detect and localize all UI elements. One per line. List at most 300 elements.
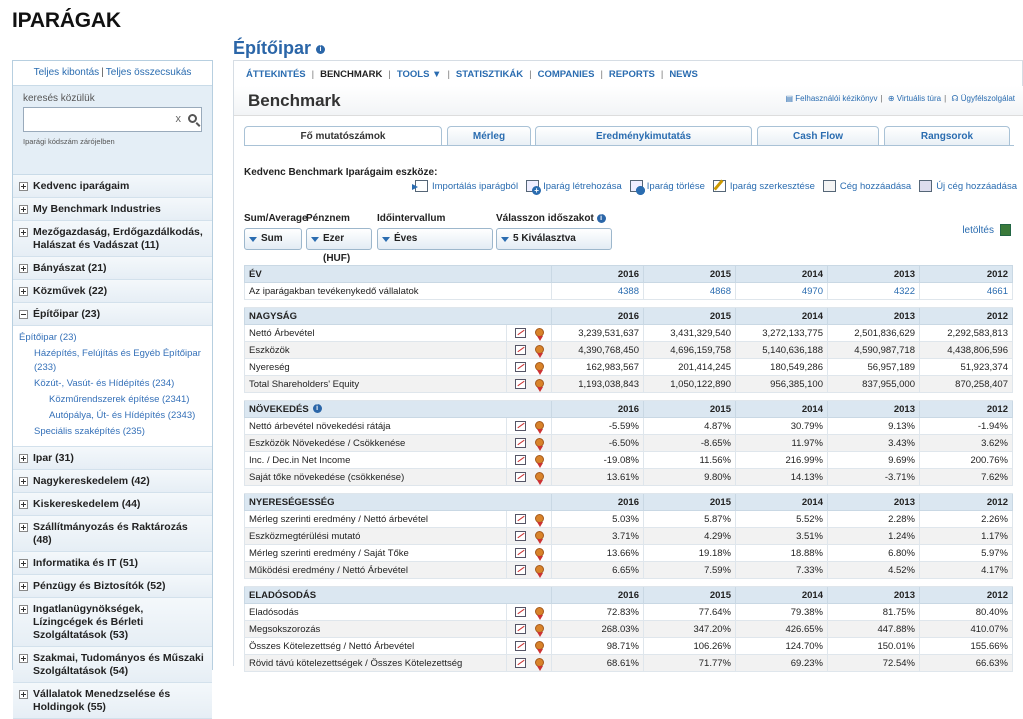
add-industry-icon	[526, 180, 539, 192]
nav-separator: |	[600, 69, 603, 80]
favorite-tool-label: Iparág szerkesztése	[729, 181, 815, 192]
agg-select[interactable]: Sum	[244, 228, 302, 250]
nav-separator: |	[529, 69, 532, 80]
chart-icon[interactable]	[515, 455, 526, 465]
table-cell: 4,390,768,450	[552, 342, 644, 359]
table-cell: 837,955,000	[828, 376, 920, 393]
ranking-icon[interactable]	[535, 455, 544, 464]
nav-item[interactable]: BENCHMARK	[320, 69, 383, 80]
row-label: Total Shareholders' Equity	[245, 376, 507, 393]
year-header: 2015	[644, 494, 736, 511]
table-cell: 3,431,329,540	[644, 325, 736, 342]
table-cell: 2,292,583,813	[920, 325, 1013, 342]
company-count-link[interactable]: 4868	[644, 283, 736, 300]
row-icons	[507, 545, 552, 562]
row-label: Inc. / Dec.in Net Income	[245, 452, 507, 469]
favorite-tool[interactable]	[630, 180, 705, 192]
nav-item[interactable]: REPORTS	[608, 69, 655, 80]
table-row	[245, 283, 1013, 300]
table-row	[245, 452, 1013, 469]
category-label: Bányászat (21)	[33, 262, 107, 274]
chart-icon[interactable]	[515, 565, 526, 575]
support-link[interactable]: Ügyfélszolgálat	[960, 94, 1015, 103]
subtree-item[interactable]: Házépítés, Felújítás és Egyéb Építőipar (233)	[34, 348, 201, 373]
row-icons	[507, 435, 552, 452]
chart-icon[interactable]	[515, 514, 526, 524]
table-cell: 4.87%	[644, 418, 736, 435]
plus-box-icon[interactable]	[19, 454, 28, 463]
company-count-link[interactable]: 4661	[920, 283, 1013, 300]
row-label: Eszközök Növekedése / Csökkenése	[245, 435, 507, 452]
periods-select[interactable]: 5 Kiválasztva	[496, 228, 612, 250]
sidebar-category[interactable]	[13, 447, 212, 470]
new-company-icon	[919, 180, 932, 192]
currency-select[interactable]: Ezer (HUF)	[306, 228, 372, 250]
table-row	[245, 359, 1013, 376]
table-cell: 9.80%	[644, 469, 736, 486]
section-title	[245, 266, 552, 283]
subtree-item[interactable]: Autópálya, Út- és Hídépítés (2343)	[49, 410, 196, 421]
table-cell: 180,549,286	[736, 359, 828, 376]
section-header-row	[245, 308, 1013, 325]
table-cell: 5.03%	[552, 511, 644, 528]
year-header: 2016	[552, 266, 644, 283]
sidebar-category[interactable]	[13, 493, 212, 516]
chart-icon[interactable]	[515, 607, 526, 617]
info-icon[interactable]: i	[313, 404, 322, 413]
search-hint: Iparági kódszám zárójelben	[23, 137, 115, 146]
sidebar-category[interactable]	[13, 575, 212, 598]
collapse-all-link[interactable]: Teljes összecsukás	[105, 67, 192, 78]
row-icons	[507, 452, 552, 469]
chart-icon[interactable]	[515, 658, 526, 668]
construction-subtree	[13, 326, 212, 447]
sidebar-expand-links: Teljes kibontás | Teljes összecsukás	[13, 61, 212, 86]
row-label: Saját tőke növekedése (csökkenése)	[245, 469, 507, 486]
chart-icon[interactable]	[515, 379, 526, 389]
table-cell: 2.28%	[828, 511, 920, 528]
row-label: Az iparágakban tevékenykedő vállalatok	[245, 283, 552, 300]
ranking-icon[interactable]	[535, 624, 544, 633]
sidebar-search	[13, 86, 212, 175]
section-title-text: NYERESÉGESSÉG	[249, 496, 335, 508]
section-title	[245, 587, 552, 604]
tab-divider	[244, 145, 1014, 146]
row-icons	[507, 621, 552, 638]
benchmark-table	[244, 265, 1013, 672]
year-header: 2014	[736, 266, 828, 283]
sidebar-category[interactable]	[13, 221, 212, 257]
chart-icon[interactable]	[515, 641, 526, 651]
nav-item[interactable]: ÁTTEKINTÉS	[246, 69, 306, 80]
row-label: Eszközök	[245, 342, 507, 359]
table-cell: 4.17%	[920, 562, 1013, 579]
favorite-tool-label: Importálás iparágból	[431, 181, 519, 192]
row-icons	[507, 325, 552, 342]
table-cell: 106.26%	[644, 638, 736, 655]
table-cell: -8.65%	[644, 435, 736, 452]
row-label: Mérleg szerinti eredmény / Nettó árbevétel	[245, 511, 507, 528]
ranking-icon[interactable]	[535, 328, 544, 337]
help-tools: ▤ Felhasználói kézikönyv | ⊕ Virtuális túra | ☊ Ügyfélszolgálat	[785, 94, 1015, 103]
row-icons	[507, 376, 552, 393]
year-header: 2015	[644, 266, 736, 283]
category-label: Nagykereskedelem (42)	[33, 475, 150, 487]
table-cell: 72.83%	[552, 604, 644, 621]
tab[interactable]: Rangsorok	[884, 126, 1010, 146]
table-row	[245, 376, 1013, 393]
chart-icon[interactable]	[515, 624, 526, 634]
benchmark-tabs	[244, 126, 1014, 146]
table-cell: 18.88%	[736, 545, 828, 562]
ranking-icon[interactable]	[535, 565, 544, 574]
year-header: 2015	[644, 401, 736, 418]
row-icons	[507, 469, 552, 486]
section-header-row	[245, 266, 1013, 283]
sidebar-category[interactable]	[13, 598, 212, 647]
table-cell: 30.79%	[736, 418, 828, 435]
table-row	[245, 511, 1013, 528]
table-cell: 956,385,100	[736, 376, 828, 393]
category-label: Közművek (22)	[33, 285, 108, 297]
subtree-item[interactable]: Közút-, Vasút- és Hídépítés (234)	[34, 378, 175, 389]
favorite-tools-label: Kedvenc Benchmark Iparágaim eszköze:	[244, 167, 438, 178]
table-cell: 56,957,189	[828, 359, 920, 376]
search-box	[23, 107, 202, 132]
ranking-icon[interactable]	[535, 514, 544, 523]
ranking-icon[interactable]	[535, 531, 544, 540]
section-title-text: ÉV	[249, 268, 262, 280]
headset-icon: ☊	[951, 94, 959, 103]
chart-icon[interactable]	[515, 548, 526, 558]
table-cell: 347.20%	[644, 621, 736, 638]
nav-item[interactable]: TOOLS ▼	[396, 69, 442, 80]
year-header: 2013	[828, 494, 920, 511]
row-icons	[507, 418, 552, 435]
chart-icon[interactable]	[515, 472, 526, 482]
row-icons	[507, 655, 552, 672]
table-cell: 13.61%	[552, 469, 644, 486]
chart-icon[interactable]	[515, 362, 526, 372]
search-input[interactable]	[24, 108, 174, 131]
table-cell: 1,193,038,843	[552, 376, 644, 393]
favorite-tool[interactable]	[713, 180, 815, 192]
nav-separator: |	[311, 69, 315, 80]
currency-filter	[306, 213, 372, 264]
table-row	[245, 528, 1013, 545]
subtree-item[interactable]: Közműrendszerek építése (2341)	[49, 394, 190, 405]
table-cell: 200.76%	[920, 452, 1013, 469]
filters	[244, 213, 1014, 264]
ranking-icon[interactable]	[535, 658, 544, 667]
sidebar-category[interactable]	[13, 175, 212, 198]
ranking-icon[interactable]	[535, 421, 544, 430]
table-cell: -6.50%	[552, 435, 644, 452]
table-cell: 410.07%	[920, 621, 1013, 638]
year-header: 2013	[828, 266, 920, 283]
table-cell: 150.01%	[828, 638, 920, 655]
table-cell: 5.87%	[644, 511, 736, 528]
row-label: Nyereség	[245, 359, 507, 376]
nav-item[interactable]: NEWS	[669, 69, 698, 80]
tab[interactable]: Mérleg	[447, 126, 531, 146]
section-title	[245, 401, 552, 418]
sidebar-category[interactable]	[13, 280, 212, 303]
clear-search-button[interactable]: x	[175, 113, 181, 125]
table-cell: 80.40%	[920, 604, 1013, 621]
plus-box-icon[interactable]	[19, 182, 28, 191]
import-icon	[415, 180, 428, 192]
nav-item[interactable]: COMPANIES	[537, 69, 595, 80]
row-label: Nettó árbevétel növekedési rátája	[245, 418, 507, 435]
excel-icon	[1000, 224, 1011, 236]
table-cell: 4,590,987,718	[828, 342, 920, 359]
plus-box-icon[interactable]	[19, 559, 28, 568]
section-gap	[245, 393, 1013, 401]
favorite-tool-label: Új cég hozzáadása	[936, 181, 1017, 192]
delete-industry-icon	[630, 180, 643, 192]
year-header: 2014	[736, 494, 828, 511]
plus-box-icon[interactable]	[19, 654, 28, 663]
table-cell: 201,414,245	[644, 359, 736, 376]
table-cell: 4.29%	[644, 528, 736, 545]
table-cell: 1.17%	[920, 528, 1013, 545]
download-link[interactable]: letöltés	[962, 224, 1011, 236]
table-cell: 7.62%	[920, 469, 1013, 486]
year-header: 2012	[920, 587, 1013, 604]
favorite-tool[interactable]	[526, 180, 622, 192]
category-label: My Benchmark Industries	[33, 203, 161, 215]
globe-icon: ⊕	[887, 94, 895, 103]
table-cell: 14.13%	[736, 469, 828, 486]
section-title-text: ELADÓSODÁS	[249, 589, 317, 601]
table-row	[245, 604, 1013, 621]
table-cell: 447.88%	[828, 621, 920, 638]
top-navigation	[233, 60, 1023, 86]
nav-item[interactable]: STATISZTIKÁK	[455, 69, 524, 80]
nav-separator: |	[447, 69, 450, 80]
table-cell: 3,239,531,637	[552, 325, 644, 342]
year-header: 2013	[828, 587, 920, 604]
sector-title: Építőipar i	[233, 38, 1023, 60]
table-cell: 216.99%	[736, 452, 828, 469]
row-label: Működési eredmény / Nettó Árbevétel	[245, 562, 507, 579]
plus-box-icon[interactable]	[19, 477, 28, 486]
category-label: Vállalatok Menedzselése és Holdingok (55)	[33, 688, 171, 713]
row-icons	[507, 511, 552, 528]
row-label: Rövid távú kötelezettségek / Összes Kötelezettség	[245, 655, 507, 672]
favorite-tool-label: Iparág törlése	[646, 181, 705, 192]
search-label: keresés közülük	[23, 93, 95, 104]
table-cell: 68.61%	[552, 655, 644, 672]
row-label: Mérleg szerinti eredmény / Saját Tőke	[245, 545, 507, 562]
ranking-icon[interactable]	[535, 548, 544, 557]
year-header: 2015	[644, 587, 736, 604]
row-icons	[507, 562, 552, 579]
section-title	[245, 494, 552, 511]
table-cell: 1,050,122,890	[644, 376, 736, 393]
plus-box-icon[interactable]	[19, 500, 28, 509]
table-cell: 3.71%	[552, 528, 644, 545]
search-icon[interactable]	[188, 114, 197, 123]
ranking-icon[interactable]	[535, 472, 544, 481]
table-cell: 5,140,636,188	[736, 342, 828, 359]
info-icon[interactable]: i	[597, 214, 606, 223]
plus-box-icon[interactable]	[19, 690, 28, 699]
minus-box-icon[interactable]	[19, 310, 28, 319]
plus-box-icon[interactable]	[19, 605, 28, 614]
chart-icon[interactable]	[515, 531, 526, 541]
sidebar-category[interactable]	[13, 470, 212, 493]
table-cell: 870,258,407	[920, 376, 1013, 393]
agg-label: Sum/Average	[244, 213, 308, 224]
category-label: Ipar (31)	[33, 452, 74, 464]
row-icons	[507, 604, 552, 621]
table-cell: 11.56%	[644, 452, 736, 469]
table-cell: 77.64%	[644, 604, 736, 621]
company-count-link[interactable]: 4970	[736, 283, 828, 300]
table-row	[245, 621, 1013, 638]
year-header: 2014	[736, 587, 828, 604]
company-count-link[interactable]: 4388	[552, 283, 644, 300]
chart-icon[interactable]	[515, 438, 526, 448]
periods-filter	[496, 213, 612, 250]
interval-filter	[377, 213, 493, 250]
category-label: Mezőgazdaság, Erdőgazdálkodás, Halászat és Vadászat (11)	[33, 226, 203, 251]
sidebar-category[interactable]	[13, 303, 212, 326]
table-row	[245, 638, 1013, 655]
section-gap	[245, 300, 1013, 308]
ranking-icon[interactable]	[535, 345, 544, 354]
sidebar-category[interactable]	[13, 647, 212, 683]
year-header: 2015	[644, 308, 736, 325]
table-row	[245, 418, 1013, 435]
benchmark-header	[234, 86, 1023, 116]
table-cell: 2,501,836,629	[828, 325, 920, 342]
table-cell: 268.03%	[552, 621, 644, 638]
ranking-icon[interactable]	[535, 379, 544, 388]
table-cell: 9.69%	[828, 452, 920, 469]
row-label: Összes Kötelezettség / Nettó Árbevétel	[245, 638, 507, 655]
table-row	[245, 655, 1013, 672]
table-row	[245, 435, 1013, 452]
table-cell: 13.66%	[552, 545, 644, 562]
table-cell: 4,696,159,758	[644, 342, 736, 359]
manual-link[interactable]: Felhasználói kézikönyv	[795, 94, 878, 103]
row-icons	[507, 342, 552, 359]
table-cell: 71.77%	[644, 655, 736, 672]
ranking-icon[interactable]	[535, 607, 544, 616]
row-icons	[507, 638, 552, 655]
sidebar-category[interactable]	[13, 552, 212, 575]
add-company-icon	[823, 180, 836, 192]
section-header-row	[245, 494, 1013, 511]
section-title-text: NAGYSÁG	[249, 310, 298, 322]
table-cell: -3.71%	[828, 469, 920, 486]
favorite-tool[interactable]	[919, 180, 1017, 192]
sidebar-category[interactable]	[13, 516, 212, 552]
plus-box-icon[interactable]	[19, 228, 28, 237]
chart-icon[interactable]	[515, 421, 526, 431]
table-cell: 124.70%	[736, 638, 828, 655]
ranking-icon[interactable]	[535, 641, 544, 650]
table-cell: 426.65%	[736, 621, 828, 638]
table-cell: 3.43%	[828, 435, 920, 452]
tab[interactable]: Fő mutatószámok	[244, 126, 442, 146]
ranking-icon[interactable]	[535, 362, 544, 371]
edit-industry-icon	[713, 180, 726, 192]
category-label: Informatika és IT (51)	[33, 557, 139, 569]
category-label: Szakmai, Tudományos és Műszaki Szolgáltatások (54)	[33, 652, 204, 677]
year-header: 2014	[736, 401, 828, 418]
page-title: IPARÁGAK	[12, 9, 121, 32]
chart-icon[interactable]	[515, 345, 526, 355]
nav-separator: |	[388, 69, 391, 80]
favorite-tool[interactable]	[823, 180, 911, 192]
table-row	[245, 342, 1013, 359]
sidebar-category[interactable]	[13, 198, 212, 221]
section-title	[245, 308, 552, 325]
sidebar-category[interactable]	[13, 257, 212, 280]
plus-box-icon[interactable]	[19, 287, 28, 296]
tab[interactable]: Eredménykimutatás	[535, 126, 752, 146]
table-cell: 4,438,806,596	[920, 342, 1013, 359]
company-count-link[interactable]: 4322	[828, 283, 920, 300]
favorite-tools	[407, 180, 1017, 192]
subtree-item[interactable]: Építőipar (23)	[19, 332, 77, 343]
benchmark-heading: Benchmark	[248, 91, 341, 110]
table-cell: 66.63%	[920, 655, 1013, 672]
plus-box-icon[interactable]	[19, 523, 28, 532]
interval-select[interactable]: Éves	[377, 228, 493, 250]
nav-separator: |	[660, 69, 664, 80]
favorite-tool[interactable]	[415, 180, 518, 192]
year-header: 2016	[552, 308, 644, 325]
chart-icon[interactable]	[515, 328, 526, 338]
table-cell: 19.18%	[644, 545, 736, 562]
year-header: 2012	[920, 266, 1013, 283]
section-header-row	[245, 401, 1013, 418]
table-cell: -5.59%	[552, 418, 644, 435]
interval-label: Időintervallum	[377, 213, 446, 224]
table-cell: 7.59%	[644, 562, 736, 579]
plus-box-icon[interactable]	[19, 582, 28, 591]
ranking-icon[interactable]	[535, 438, 544, 447]
expand-all-link[interactable]: Teljes kibontás	[33, 67, 100, 78]
favorite-tool-label: Cég hozzáadása	[839, 181, 912, 192]
year-header: 2016	[552, 494, 644, 511]
row-icons	[507, 359, 552, 376]
table-cell: 5.52%	[736, 511, 828, 528]
table-cell: 6.65%	[552, 562, 644, 579]
plus-box-icon[interactable]	[19, 264, 28, 273]
subtree-item[interactable]: Speciális szaképítés (235)	[34, 426, 145, 437]
table-cell: 5.97%	[920, 545, 1013, 562]
year-header: 2012	[920, 401, 1013, 418]
plus-box-icon[interactable]	[19, 205, 28, 214]
table-row	[245, 545, 1013, 562]
table-cell: 3.51%	[736, 528, 828, 545]
table-cell: 98.71%	[552, 638, 644, 655]
tour-link[interactable]: Virtuális túra	[896, 94, 942, 103]
tab[interactable]: Cash Flow	[757, 126, 879, 146]
row-label: Eladósodás	[245, 604, 507, 621]
row-icons	[507, 528, 552, 545]
sidebar-category[interactable]	[13, 683, 212, 719]
info-icon[interactable]: i	[316, 45, 325, 54]
category-label: Szállítmányozás és Raktározás (48)	[33, 521, 188, 546]
category-label: Kiskereskedelem (44)	[33, 498, 141, 510]
